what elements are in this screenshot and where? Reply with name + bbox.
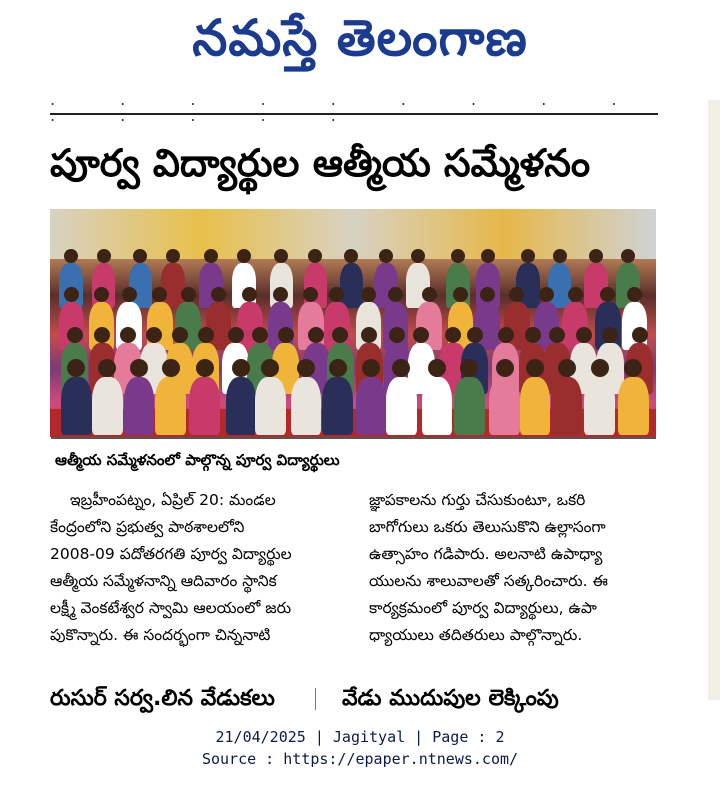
photo-person-head	[621, 249, 635, 263]
photo-person-head	[453, 287, 468, 302]
photo-person-head	[428, 359, 446, 377]
article-column-left	[50, 487, 342, 649]
photo-person-head	[274, 249, 288, 263]
photo-person-head	[308, 327, 324, 343]
photo-person-head	[146, 327, 162, 343]
article-line: ఆత్మీయ సమ్మేళనాన్ని ఆదివారం స్థానిక	[50, 572, 277, 590]
photo-person-head	[521, 249, 535, 263]
photo-person	[92, 377, 123, 435]
clipped-text-line: . . . . . . . . . . . . . .	[50, 90, 647, 125]
footer-source: Source : https://epaper.ntnews.com/	[201, 750, 519, 768]
article-line: ధ్యాయులు తదితరులు పాల్గొన్నారు.	[369, 626, 583, 644]
photo-person-head	[361, 287, 376, 302]
photo-person	[618, 377, 649, 435]
photo-person-head	[64, 249, 78, 263]
article-line: లక్ష్మీ వెంకటేశ్వర స్వామి ఆలయంలో జరు	[50, 599, 292, 617]
photo-person	[551, 377, 582, 435]
photo-person-head	[344, 249, 358, 263]
photo-person-head	[589, 249, 603, 263]
photo-person-head	[297, 359, 315, 377]
adjacent-page-edge	[708, 100, 720, 700]
photo-person-head	[451, 249, 465, 263]
article-line: 2008-09 పదోతరగతి పూర్వ విద్యార్థుల	[50, 545, 292, 563]
article-line: బాగోగులు ఒకరు తెలుసుకొని ఉల్లాసంగా	[369, 518, 606, 536]
photo-person	[255, 377, 286, 435]
top-divider	[50, 113, 658, 115]
photo-person-head	[379, 249, 393, 263]
photo-person-head	[600, 287, 615, 302]
photo-person-head	[389, 327, 405, 343]
photo-person-head	[181, 287, 196, 302]
photo-person-head	[64, 287, 79, 302]
photo-person	[584, 377, 615, 435]
photo-person-head	[228, 327, 244, 343]
next-headline-left: రుసుర్ సర్వ.లిన వేడుకలు	[50, 686, 275, 711]
photo-person	[61, 377, 92, 435]
photo-person-head	[172, 327, 188, 343]
photo-caption-box	[51, 437, 656, 481]
photo-person	[322, 377, 353, 435]
photo-person	[520, 377, 551, 435]
masthead-title: నమస్తే తెలంగాణ	[192, 9, 528, 67]
article-photo	[50, 209, 656, 437]
photo-person-head	[308, 249, 322, 263]
photo-person	[226, 377, 257, 435]
photo-person-head	[558, 359, 576, 377]
caption-divider	[51, 437, 656, 439]
photo-person-head	[97, 249, 111, 263]
photo-person-head	[549, 327, 565, 343]
photo-person-head	[211, 287, 226, 302]
photo-person	[548, 263, 572, 308]
photo-person	[454, 377, 485, 435]
article-line: కార్యక్రమంలో పూర్వ విద్యార్థులు, ఉపా	[369, 599, 597, 617]
photo-person-head	[553, 249, 567, 263]
photo-person-head	[166, 249, 180, 263]
photo-person-head	[525, 327, 541, 343]
photo-person	[124, 377, 155, 435]
photo-person-head	[498, 327, 514, 343]
photo-person	[340, 263, 364, 308]
photo-person-head	[122, 287, 137, 302]
photo-person-head	[422, 287, 437, 302]
photo-person-head	[445, 327, 461, 343]
photo-person-head	[411, 249, 425, 263]
photo-person	[155, 377, 186, 435]
photo-person-head	[388, 287, 403, 302]
photo-person-head	[252, 327, 268, 343]
photo-person	[291, 377, 322, 435]
photo-person	[489, 377, 520, 435]
photo-person-head	[198, 327, 214, 343]
photo-person-head	[120, 327, 136, 343]
article-column-right	[369, 487, 655, 649]
photo-person-head	[481, 249, 495, 263]
photo-person-head	[602, 327, 618, 343]
article-line: కేంద్రంలోని ప్రభుత్వ పాఠశాలలోని	[50, 518, 245, 536]
photo-person	[422, 377, 453, 435]
photo-person-head	[237, 249, 251, 263]
photo-person-head	[204, 249, 218, 263]
photo-person-head	[67, 327, 83, 343]
next-headline-right: వేడు ముదుపుల లెక్కింపు	[342, 686, 559, 711]
article-headline: పూర్వ విద్యార్థుల ఆత్మీయ సమ్మేళనం	[50, 141, 591, 185]
photo-person-head	[130, 359, 148, 377]
photo-person-head	[576, 327, 592, 343]
photo-person-head	[162, 359, 180, 377]
photo-person	[386, 377, 417, 435]
photo-person-head	[467, 327, 483, 343]
photo-person-head	[133, 249, 147, 263]
article-line: పుకొన్నారు. ఈ సందర్భంగా చిన్ననాటి	[50, 626, 271, 644]
photo-person-head	[526, 359, 544, 377]
photo-caption: ఆత్మీయ సమ్మేళనంలో పాల్గొన్న పూర్వ విద్యార్థులు	[55, 451, 340, 469]
footer-date-edition: 21/04/2025 | Jagityal | Page : 2	[215, 728, 505, 746]
column-separator	[315, 688, 316, 710]
photo-person-head	[632, 327, 648, 343]
article-line: ఇబ్రహీంపట్నం, ఏప్రిల్ 20: మండల	[70, 491, 276, 509]
photo-person-head	[278, 327, 294, 343]
article-line: జ్ఞాపకాలను గుర్తు చేసుకుంటూ, ఒకరి	[369, 491, 586, 509]
photo-person-head	[196, 359, 214, 377]
photo-person-head	[627, 287, 642, 302]
photo-person-head	[273, 287, 288, 302]
photo-person-head	[496, 359, 514, 377]
photo-person	[356, 377, 387, 435]
article-line: ఉత్సాహం గడిపారు. అలనాటి ఉపాధ్యా	[369, 545, 603, 563]
photo-person	[161, 263, 185, 308]
photo-person-head	[232, 359, 250, 377]
photo-person	[189, 377, 220, 435]
photo-person-head	[329, 359, 347, 377]
photo-person-head	[480, 287, 495, 302]
photo-person-head	[332, 327, 348, 343]
next-articles-strip	[50, 682, 656, 710]
article-line: యులను శాలువాలతో సత్కరించారు. ఈ	[369, 572, 608, 590]
photo-person-head	[568, 287, 583, 302]
newspaper-masthead	[0, 0, 720, 78]
photo-person-head	[591, 359, 609, 377]
